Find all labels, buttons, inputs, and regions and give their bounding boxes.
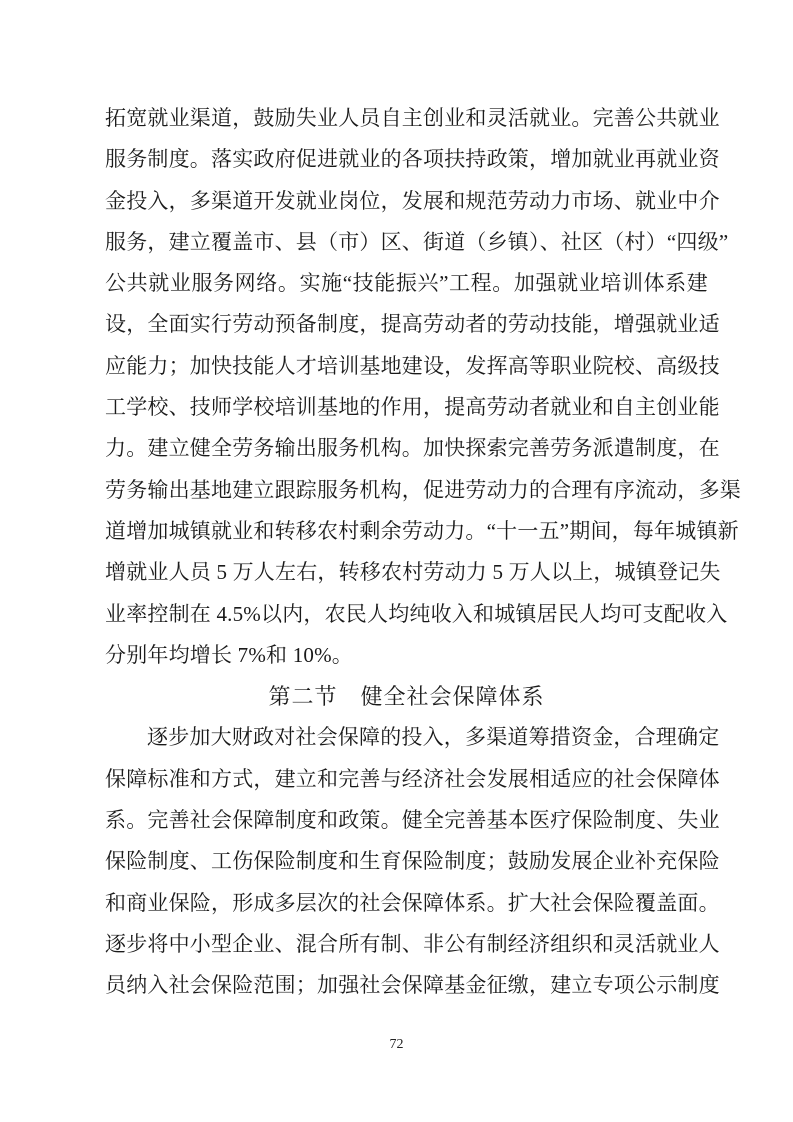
text-line: 道增加城镇就业和转移农村剩余劳动力。“十一五”期间，每年城镇新	[105, 518, 739, 543]
text-line: 力。建立健全劳务输出服务机构。加快探索完善劳务派遣制度，在	[105, 436, 720, 461]
text-line: 金投入，多渠道开发就业岗位，发展和规范劳动力市场、就业中介	[105, 188, 720, 213]
text-line: 员纳入社会保险范围；加强社会保障基金征缴，建立专项公示制度	[105, 973, 720, 998]
text-line: 设，全面实行劳动预备制度，提高劳动者的劳动技能，增强就业适	[105, 312, 720, 337]
text-line: 保障标准和方式，建立和完善与经济社会发展相适应的社会保障体	[105, 766, 720, 791]
text-line: 工学校、技师学校培训基地的作用，提高劳动者就业和自主创业能	[105, 395, 720, 420]
text-line: 应能力；加快技能人才培训基地建设，发挥高等职业院校、高级技	[105, 353, 720, 378]
paragraph-social-security	[105, 717, 720, 1006]
text-line: 逐步加大财政对社会保障的投入，多渠道筹措资金，合理确定	[147, 725, 720, 750]
text-line: 公共就业服务网络。实施“技能振兴”工程。加强就业培训体系建	[105, 271, 708, 296]
text-line: 分别年均增长 7%和 10%。	[105, 642, 353, 667]
text-line: 逐步将中小型企业、混合所有制、非公有制经济组织和灵活就业人	[105, 931, 720, 956]
page-body	[105, 98, 741, 1007]
page-number: 72	[389, 1037, 404, 1052]
text-line: 服务制度。落实政府促进就业的各项扶持政策，增加就业再就业资	[105, 147, 720, 172]
section-heading: 第二节 健全社会保障体系	[268, 684, 545, 710]
text-line: 和商业保险，形成多层次的社会保障体系。扩大社会保险覆盖面。	[105, 890, 720, 915]
text-line: 拓宽就业渠道，鼓励失业人员自主创业和灵活就业。完善公共就业	[105, 106, 720, 130]
text-line: 服务，建立覆盖市、县（市）区、街道（乡镇）、社区（村）“四级”	[105, 229, 729, 254]
text-line: 劳务输出基地建立跟踪服务机构，促进劳动力的合理有序流动，多渠	[105, 477, 741, 502]
text-line: 业率控制在 4.5%以内，农民人均纯收入和城镇居民人均可支配收入	[105, 601, 728, 626]
text-line: 保险制度、工伤保险制度和生育保险制度；鼓励发展企业补充保险	[105, 849, 720, 874]
paragraph-employment	[105, 98, 741, 676]
text-line: 增就业人员 5 万人左右，转移农村劳动力 5 万人以上，城镇登记失	[105, 560, 721, 585]
text-line: 系。完善社会保障制度和政策。健全完善基本医疗保险制度、失业	[105, 808, 720, 833]
